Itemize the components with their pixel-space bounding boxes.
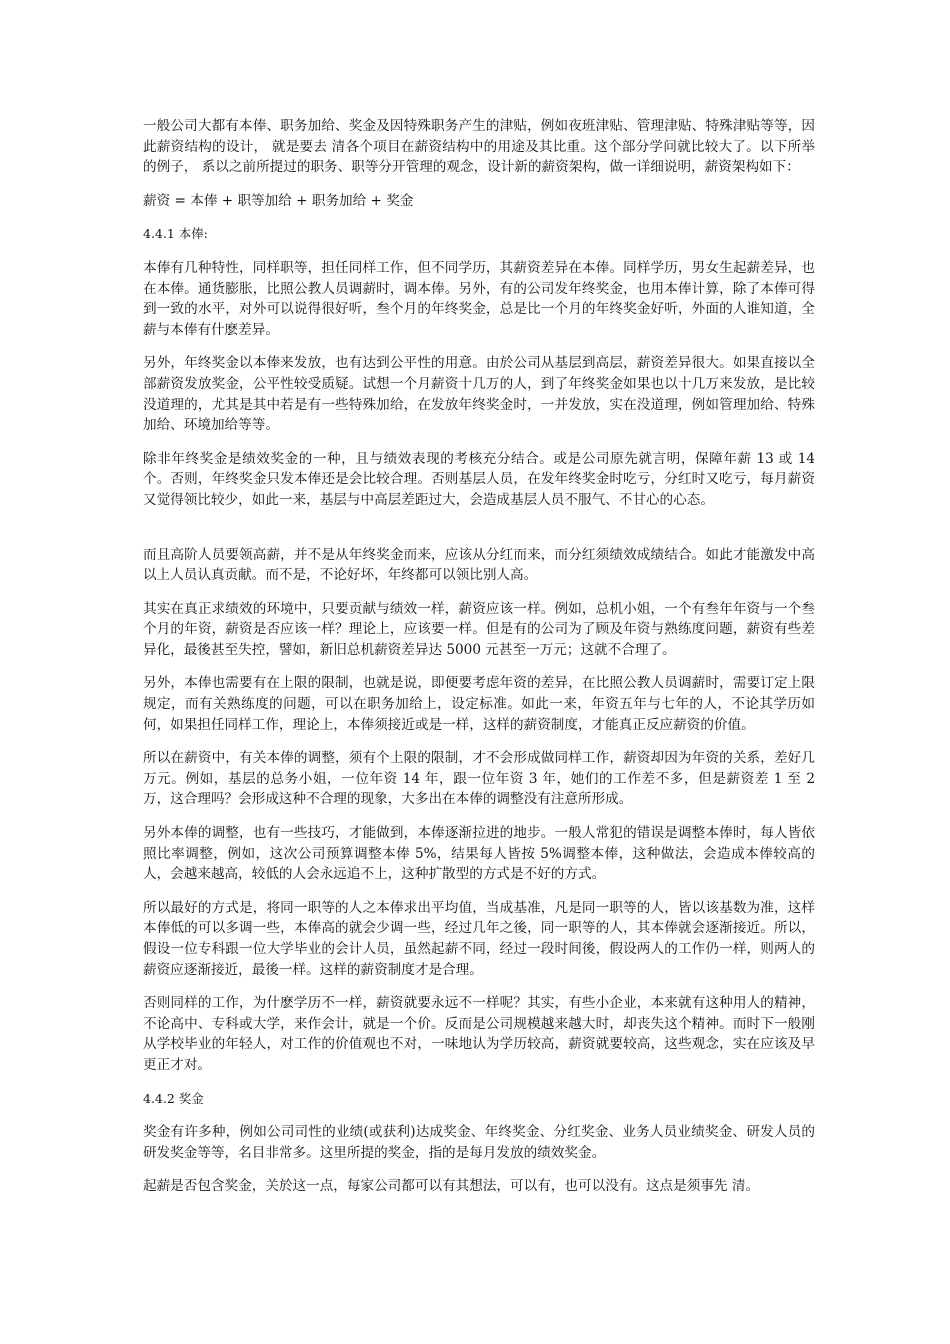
section-heading-base-pay: 4.4.1 本俸: [143,226,208,242]
base-pay-paragraph-2: 另外，年终奖金以本俸来发放，也有达到公平性的用意。由於公司从基层到高层，薪资差异很大。如果直接以全部薪资发放奖金，公平性较受质疑。试想一个月薪资十几万的人，到了年终奖金如果也以十几万来发放，是比较没道理的，尤其是其中若是有一些特殊加给，在发放年终奖金时，一并发放，实在没道理，例如管理加给、特殊加给、环境加给等等。 [143,355,815,434]
spacer [143,511,815,545]
bonus-paragraph-2: 起薪是否包含奖金，关於这一点，每家公司都可以有其想法，可以有，也可以没有。这点是须事先 清。 [143,1178,760,1195]
base-pay-paragraph-6: 另外，本俸也需要有在上限的限制，也就是说，即便要考虑年资的差异，在比照公教人员调薪时，需要订定上限规定，而有关熟练度的问题，可以在职务加给上，设定标准。如此一来，年资五年与七年的人，不论其学历如何，如果担任同样工作，理论上，本俸须接近或是一样，这样的薪资制度，才能真正反应薪资的价值。 [143,675,815,733]
spacer [143,586,815,599]
base-pay-paragraph-5: 其实在真正求绩效的环境中，只要贡献与绩效一样，薪资应该一样。例如，总机小姐，一个有叁年年资与一个叁个月的年资，薪资是否应该一样？理论上，应该要一样。但是有的公司为了顾及年资与熟练度问题，薪资有些差异化，最後甚至失控，譬如，新旧总机薪资差异达 5000 元甚至一万元；这就不合理了。 [143,600,815,658]
document-page [143,116,815,1197]
salary-formula: 薪资 = 本俸 + 职等加给 + 职务加给 + 奖金 [143,192,414,209]
spacer [143,660,815,673]
spacer [143,436,815,449]
spacer [143,735,815,748]
spacer [143,885,815,898]
spacer [143,810,815,823]
spacer [143,340,815,353]
bonus-paragraph-1: 奖金有许多种，例如公司司性的业绩(或获利)达成奖金、年终奖金、分红奖金、业务人员业绩奖金、研发人员的研发奖金等等，名目非常多。这里所提的奖金，指的是每月发放的绩效奖金。 [143,1124,815,1161]
base-pay-paragraph-10: 否则同样的工作，为什麽学历不一样，薪资就要永远不一样呢？其实，有些小企业，本来就有这种用人的精神，不论高中、专科或大学，来作会计，就是一个价。反而是公司规模越来越大时，却丧失这个精神。而时下一般刚从学校毕业的年轻人，对工作的价值观也不对，一味地认为学历较高，薪资就要较高，这些观念，实在应该及早更正才对。 [143,995,815,1073]
base-pay-paragraph-4: 而且高阶人员要领高薪，并不是从年终奖金而来，应该从分红而来，而分红须绩效成绩结合。如此才能激发中高以上人员认真贡献。而不是，不论好坏，年终都可以领比别人高。 [143,546,815,584]
spacer [143,1109,815,1122]
base-pay-paragraph-9: 所以最好的方式是，将同一职等的人之本俸求出平均值，当成基准，凡是同一职等的人，皆以该基数为准，这样本俸低的可以多调一些，本俸高的就会少调一些，经过几年之後，同一职等的人，其本俸就会逐渐接近。所以，假设一位专科跟一位大学毕业的会计人员，虽然起薪不同，经过一段时间後，假设两人的工作仍一样，则两人的薪资应逐渐接近，最後一样。这样的薪资制度才是合理。 [143,899,815,978]
section-heading-bonus: 4.4.2 奖金 [143,1090,204,1106]
spacer [143,1163,815,1176]
base-pay-paragraph-7: 所以在薪资中，有关本俸的调整，须有个上限的限制，才不会形成做同样工作，薪资却因为年资的关系，差好几万元。例如，基层的总务小姐，一位年资 14 年，跟一位年资 3 年，她们的工作差不多，但是薪资差 1 至 2 万，这合理吗？会形成这种不合理的现象，大多出在本俸的调整没有注意所形成。 [143,750,815,808]
base-pay-paragraph-8: 另外本俸的调整，也有一些技巧，才能做到，本俸逐渐拉进的地步。一般人常犯的错误是调整本俸时，每人皆依照比率调整，例如，这次公司预算调整本俸 5%，结果每人皆按 5%调整本俸，这种做法，会造成本俸较高的人，会越来越高，较低的人会永远追不上，这种扩散型的方式是不好的方式。 [143,825,815,883]
spacer [143,1076,815,1089]
base-pay-paragraph-3: 除非年终奖金是绩效奖金的一种，且与绩效表现的考核充分结合。或是公司原先就言明，保障年薪 13 或 14 个。否则，年终奖金只发本俸还是会比较合理。否则基层人员，在发年终奖金时吃亏，分红时又吃亏，每月薪资又觉得领比较少，如此一来，基层与中高层差距过大，会造成基层人员不服气、不甘心的心态。 [143,450,815,508]
base-pay-paragraph-1: 本俸有几种特性，同样职等，担任同样工作，但不同学历，其薪资差异在本俸。同样学历，男女生起薪差异，也在本俸。通货膨胀，比照公教人员调薪时，调本俸。另外，有的公司发年终奖金，也用本俸计算，除了本俸可得到一致的水平，对外可以说得很好听，叁个月的年终奖金，总是比一个月的年终奖金好听，外面的人谁知道，全薪与本俸有什麽差异。 [143,259,815,338]
spacer [143,245,815,258]
spacer [143,980,815,993]
spacer [143,211,815,224]
intro-paragraph: 一般公司大都有本俸、职务加给、奖金及因特殊职务产生的津贴，例如夜班津贴、管理津贴、特殊津贴等等，因此薪资结构的设计， 就是要去 清各个项目在薪资结构中的用途及其比重。这个部分学问就比较大了。以下所举的例子， 系以之前所提过的职务、职等分开管理的观念，设计新的薪资架构，做一详细说明，薪资架构如下： [143,118,815,176]
spacer [143,178,815,191]
